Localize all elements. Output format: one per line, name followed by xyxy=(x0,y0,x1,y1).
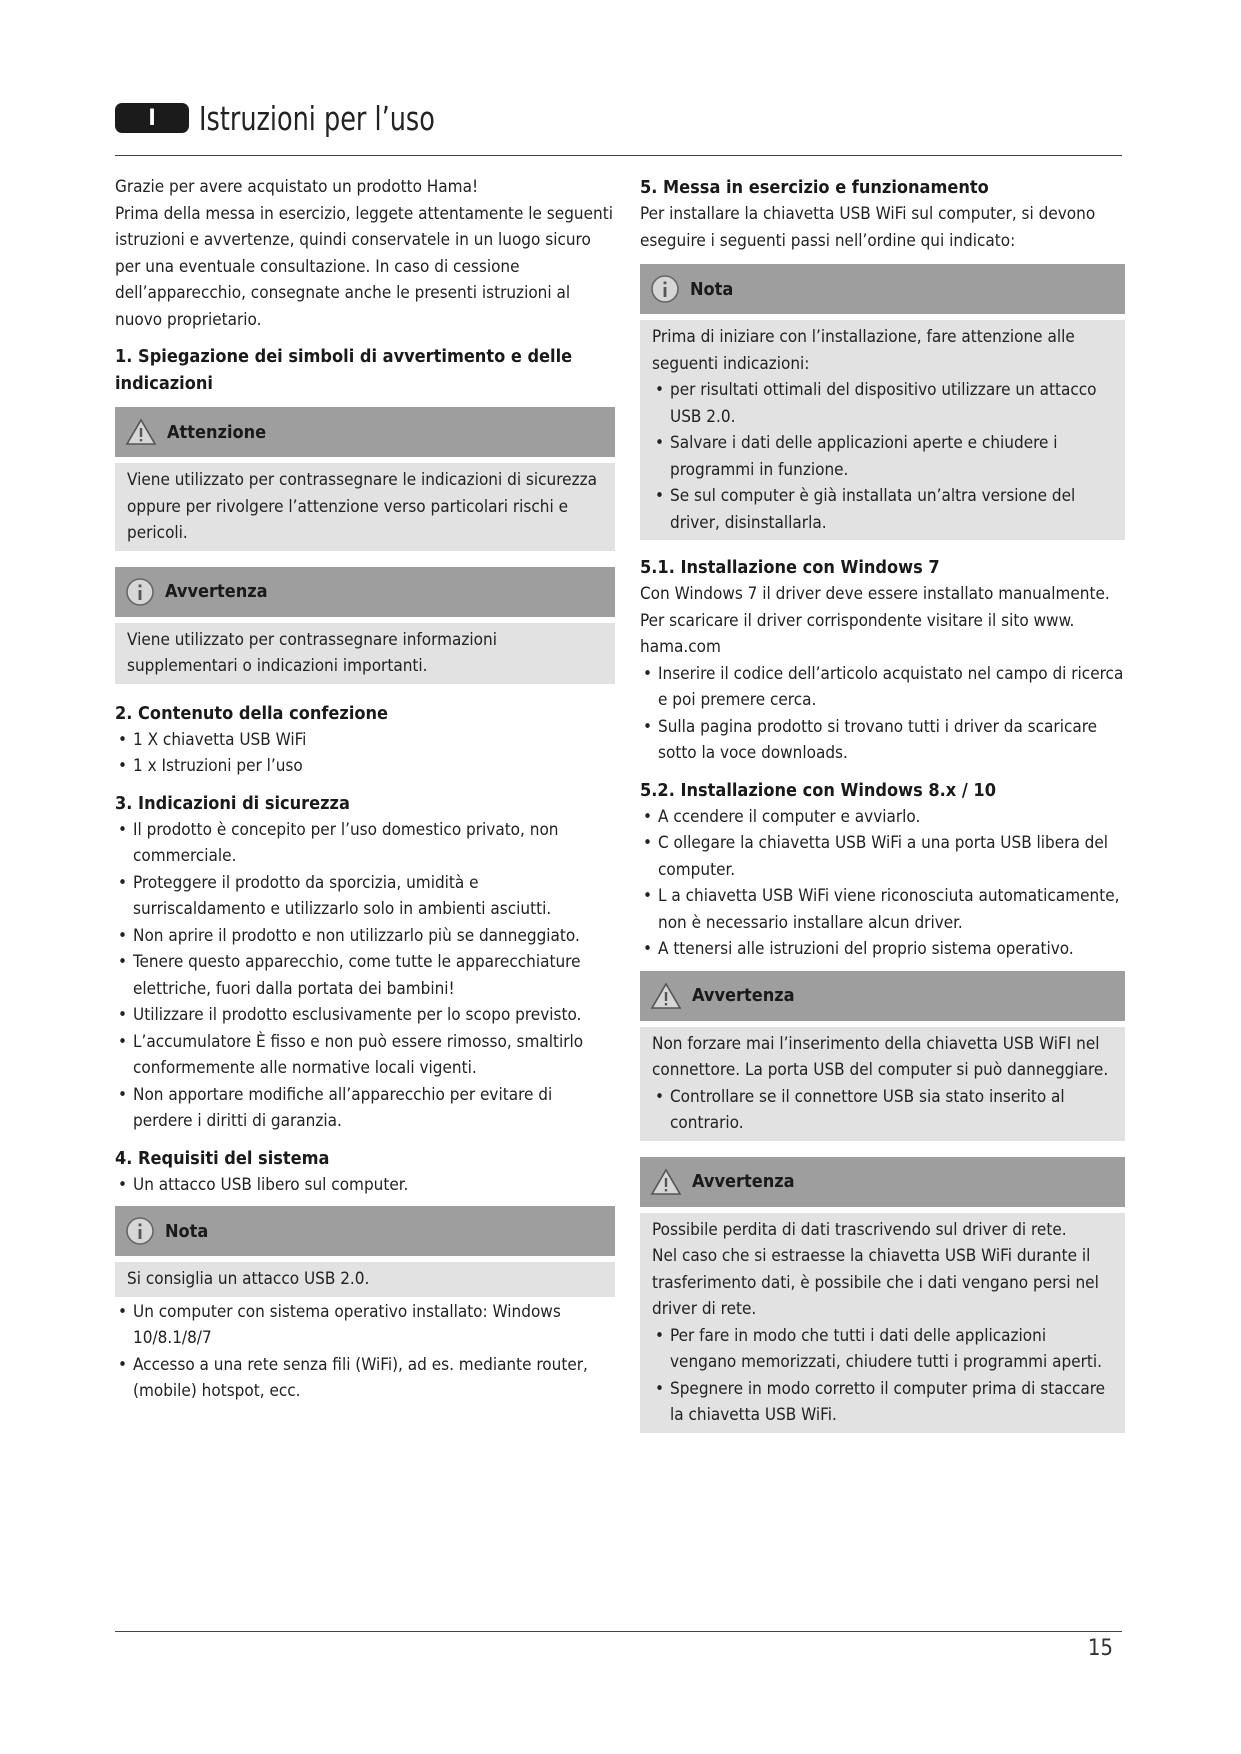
list-item: • A ccendere il computer e avviarlo. xyxy=(640,804,1125,831)
avvertenza-box-usb xyxy=(640,971,1125,1141)
page-number: 15 xyxy=(1087,1636,1113,1661)
safety-list xyxy=(115,817,615,1135)
section-3-heading: 3. Indicazioni di sicurezza xyxy=(115,792,350,814)
avvertenza-header xyxy=(640,1157,1125,1207)
list-item: • Un attacco USB libero sul computer. xyxy=(115,1172,615,1199)
nota-title: Nota xyxy=(690,278,734,300)
avvertenza-box-data-loss xyxy=(640,1157,1125,1433)
language-tag: I xyxy=(115,103,189,133)
requirements-list xyxy=(115,1172,615,1199)
info-icon xyxy=(125,577,155,607)
footer-divider xyxy=(115,1631,1122,1632)
nota-body xyxy=(640,320,1125,540)
info-icon xyxy=(125,1216,155,1246)
attenzione-text: Viene utilizzato per contrassegnare le indicazioni di sicurezza oppure per rivolgere l’attenzione verso particolari rischi e pericoli. xyxy=(127,470,597,543)
attenzione-body xyxy=(115,463,615,551)
nota-header xyxy=(115,1206,615,1256)
warning-triangle-icon xyxy=(650,1168,682,1196)
avvertenza-text-2: Nel caso che si estraesse la chiavetta USB WiFi durante il trasferimento dati, è possibile che i dati vengano persi nel driver di rete. xyxy=(652,1246,1099,1319)
attenzione-header xyxy=(115,407,615,457)
avvertenza-header xyxy=(640,971,1125,1021)
list-item: • L’accumulatore È fisso e non può essere rimosso, smaltirlo conformemente alle normative locali vigenti. xyxy=(115,1029,615,1082)
package-contents-list xyxy=(115,727,615,780)
list-item: • L a chiavetta USB WiFi viene riconosciuta automaticamente, non è necessario installare alcun driver. xyxy=(640,883,1125,936)
list-item: • Non aprire il prodotto e non utilizzarlo più se danneggiato. xyxy=(115,923,615,950)
list-item: • Controllare se il connettore USB sia stato inserito al contrario. xyxy=(652,1084,1113,1137)
left-column xyxy=(115,174,615,1405)
warning-triangle-icon xyxy=(125,418,157,446)
list-item: • Utilizzare il prodotto esclusivamente per lo scopo previsto. xyxy=(115,1002,615,1029)
list-item: • 1 X chiavetta USB WiFi xyxy=(115,727,615,754)
avvertenza-list xyxy=(652,1323,1113,1429)
list-item: • Se sul computer è già installata un’altra versione del driver, disinstallarla. xyxy=(652,483,1113,536)
section-5-text: Per installare la chiavetta USB WiFi sul computer, si devono eseguire i seguenti passi nell’ordine qui indicato: xyxy=(640,204,1096,251)
list-item: • Per fare in modo che tutti i dati delle applicazioni vengano memorizzati, chiudere tutti i programmi aperti. xyxy=(652,1323,1113,1376)
list-item: • Non apportare modifiche all’apparecchio per evitare di perdere i diritti di garanzia. xyxy=(115,1082,615,1135)
section-1-heading: 1. Spiegazione dei simboli di avvertimento e delle indicazioni xyxy=(115,346,573,394)
page-title: Istruzioni per l’uso xyxy=(199,98,435,138)
list-item: • Accesso a una rete senza fili (WiFi), ad es. mediante router, (mobile) hotspot, ecc. xyxy=(115,1352,615,1405)
page-header xyxy=(115,98,473,138)
section-2-heading: 2. Contenuto della confezione xyxy=(115,702,389,724)
avvertenza-body xyxy=(115,623,615,684)
section-5-1-heading: 5.1. Installazione con Windows 7 xyxy=(640,557,940,578)
nota-title: Nota xyxy=(165,1220,209,1242)
list-item: • Sulla pagina prodotto si trovano tutti i driver da scaricare sotto la voce downloads. xyxy=(640,714,1125,767)
nota-list xyxy=(652,377,1113,536)
list-item: • A ttenersi alle istruzioni del proprio sistema operativo. xyxy=(640,936,1125,963)
attenzione-box xyxy=(115,407,615,551)
list-item: • Un computer con sistema operativo installato: Windows 10/8.1/8/7 xyxy=(115,1299,615,1352)
avvertenza-body xyxy=(640,1213,1125,1433)
avvertenza-text: Non forzare mai l’inserimento della chiavetta USB WiFI nel connettore. La porta USB del computer si può danneggiare. xyxy=(652,1033,1109,1080)
list-item: • Spegnere in modo corretto il computer prima di staccare la chiavetta USB WiFi. xyxy=(652,1376,1113,1429)
avvertenza-title: Avvertenza xyxy=(692,985,795,1006)
list-item: • Inserire il codice dell’articolo acquistato nel campo di ricerca e poi premere cerca. xyxy=(640,661,1125,714)
nota-header xyxy=(640,264,1125,314)
avvertenza-title: Avvertenza xyxy=(692,1171,795,1192)
section-5-1-text: Con Windows 7 il driver deve essere installato manualmente. Per scaricare il driver corrispondente visitare il sito www. hama.com xyxy=(640,584,1110,657)
list-item: • 1 x Istruzioni per l’uso xyxy=(115,753,615,780)
list-item: • C ollegare la chiavetta USB WiFi a una porta USB libera del computer. xyxy=(640,830,1125,883)
section-5-2-heading: 5.2. Installazione con Windows 8.x / 10 xyxy=(640,779,996,801)
avvertenza-text: Viene utilizzato per contrassegnare informazioni supplementari o indicazioni importanti. xyxy=(127,629,497,676)
info-icon xyxy=(650,274,680,304)
avvertenza-body xyxy=(640,1027,1125,1141)
avvertenza-header xyxy=(115,567,615,617)
list-item: • Il prodotto è concepito per l’uso domestico privato, non commerciale. xyxy=(115,817,615,870)
requirements-list-continued xyxy=(115,1299,615,1405)
right-column xyxy=(640,174,1125,1433)
list-item: • Salvare i dati delle applicazioni aperte e chiudere i programmi in funzione. xyxy=(652,430,1113,483)
list-item: • per risultati ottimali del dispositivo utilizzare un attacco USB 2.0. xyxy=(652,377,1113,430)
avvertenza-title: Avvertenza xyxy=(165,581,268,602)
avvertenza-text-1: Possibile perdita di dati trascrivendo sul driver di rete. xyxy=(652,1219,1067,1240)
nota-text: Si consiglia un attacco USB 2.0. xyxy=(127,1269,370,1289)
attenzione-title: Attenzione xyxy=(167,421,267,443)
windows8-steps-list xyxy=(640,804,1125,963)
warning-triangle-icon xyxy=(650,982,682,1010)
nota-body xyxy=(115,1262,615,1297)
nota-intro: Prima di iniziare con l’installazione, fare attenzione alle seguenti indicazioni: xyxy=(652,327,1075,374)
list-item: • Tenere questo apparecchio, come tutte le apparecchiature elettriche, fuori dalla portata dei bambini! xyxy=(115,949,615,1002)
intro-thanks: Grazie per avere acquistato un prodotto Hama! xyxy=(115,177,479,197)
nota-box-right xyxy=(640,264,1125,540)
avvertenza-box xyxy=(115,567,615,684)
section-4-heading: 4. Requisiti del sistema xyxy=(115,1147,330,1169)
windows7-steps-list xyxy=(640,661,1125,767)
nota-box xyxy=(115,1206,615,1297)
avvertenza-list xyxy=(652,1084,1113,1137)
intro-text: Prima della messa in esercizio, leggete attentamente le seguenti istruzioni e avvertenze, quindi conservatele in un luogo sicuro per una eventuale consultazione. In caso di cessione dell’apparecchio, consegnate anche le presenti istruzioni al nuovo proprietario. xyxy=(115,203,613,330)
section-5-heading: 5. Messa in esercizio e funzionamento xyxy=(640,177,989,198)
list-item: • Proteggere il prodotto da sporcizia, umidità e surriscaldamento e utilizzarlo solo in ambienti asciutti. xyxy=(115,870,615,923)
header-divider xyxy=(115,155,1122,156)
